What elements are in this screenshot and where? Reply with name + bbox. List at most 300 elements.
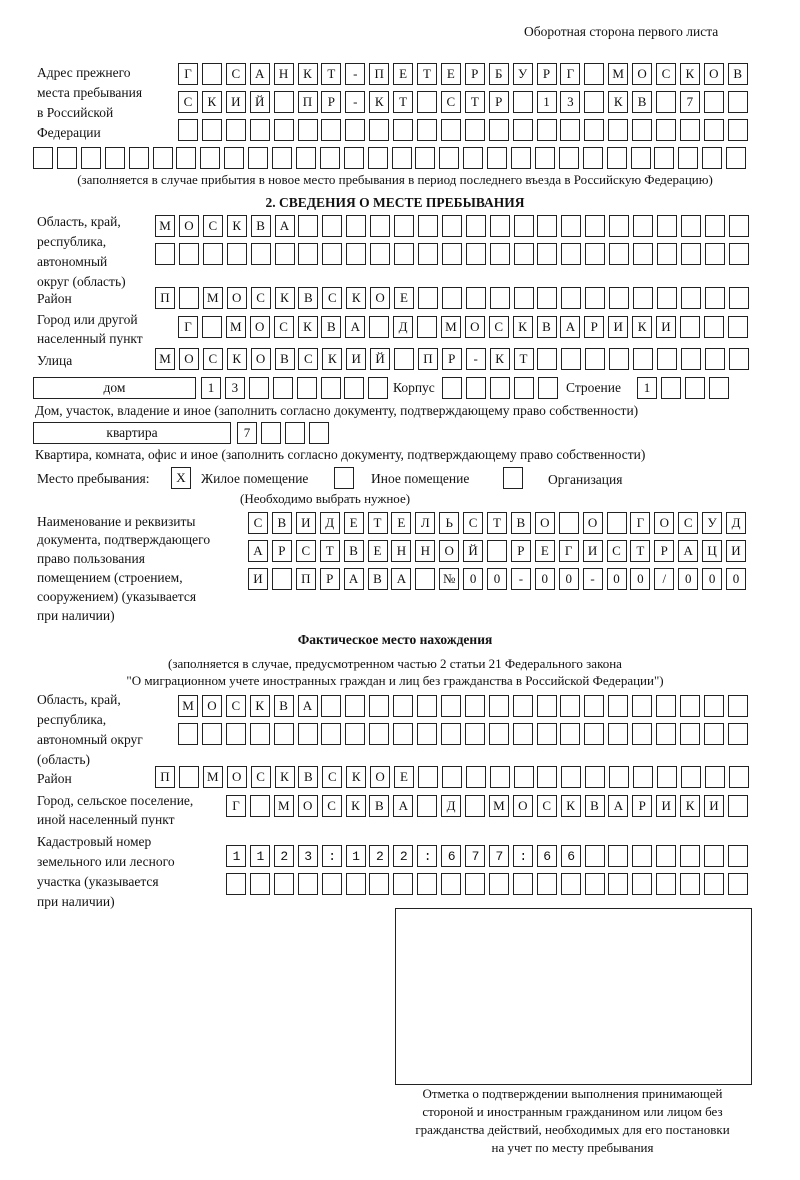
char-box[interactable] [657, 215, 677, 237]
char-box[interactable]: О [439, 540, 459, 562]
char-box[interactable]: 0 [535, 568, 555, 590]
char-box[interactable]: М [226, 316, 246, 338]
char-box[interactable]: Р [272, 540, 292, 562]
char-box[interactable] [490, 377, 510, 399]
char-box[interactable] [709, 377, 729, 399]
char-box[interactable]: С [226, 63, 246, 85]
char-box[interactable]: А [248, 540, 268, 562]
char-box[interactable] [632, 873, 652, 895]
char-box[interactable]: О [513, 795, 533, 817]
char-box[interactable]: К [369, 91, 389, 113]
char-box[interactable]: И [608, 316, 628, 338]
char-box[interactable]: К [298, 63, 318, 85]
char-box[interactable]: Р [654, 540, 674, 562]
char-box[interactable]: А [275, 215, 295, 237]
char-box[interactable]: У [513, 63, 533, 85]
char-box[interactable] [273, 377, 293, 399]
char-box[interactable] [320, 147, 340, 169]
char-box[interactable] [633, 766, 653, 788]
char-box[interactable]: С [678, 512, 698, 534]
char-box[interactable]: - [466, 348, 486, 370]
char-box[interactable] [202, 119, 222, 141]
char-box[interactable] [657, 287, 677, 309]
char-box[interactable]: С [296, 540, 316, 562]
char-box[interactable]: 0 [463, 568, 483, 590]
char-box[interactable] [442, 243, 462, 265]
char-box[interactable] [585, 243, 605, 265]
char-box[interactable] [681, 243, 701, 265]
char-box[interactable]: К [298, 316, 318, 338]
char-box[interactable]: А [560, 316, 580, 338]
char-box[interactable] [729, 766, 749, 788]
char-box[interactable]: С [251, 287, 271, 309]
char-box[interactable] [729, 348, 749, 370]
char-box[interactable]: Р [584, 316, 604, 338]
char-box[interactable]: 1 [537, 91, 557, 113]
char-box[interactable]: О [227, 766, 247, 788]
char-box[interactable]: Т [487, 512, 507, 534]
char-box[interactable] [560, 695, 580, 717]
char-box[interactable]: Й [250, 91, 270, 113]
char-box[interactable]: Н [415, 540, 435, 562]
char-box[interactable] [226, 723, 246, 745]
char-box[interactable] [179, 243, 199, 265]
char-box[interactable] [370, 215, 390, 237]
char-box[interactable]: А [608, 795, 628, 817]
char-box[interactable] [535, 147, 555, 169]
char-box[interactable]: А [344, 568, 364, 590]
char-box[interactable] [466, 377, 486, 399]
char-box[interactable] [537, 695, 557, 717]
char-box[interactable]: 0 [678, 568, 698, 590]
char-box[interactable]: М [489, 795, 509, 817]
char-box[interactable] [561, 348, 581, 370]
char-box[interactable] [346, 215, 366, 237]
char-box[interactable] [538, 377, 558, 399]
char-box[interactable]: В [585, 795, 605, 817]
char-box[interactable] [729, 215, 749, 237]
char-box[interactable]: В [344, 540, 364, 562]
char-box[interactable] [417, 795, 437, 817]
char-box[interactable] [680, 723, 700, 745]
char-box[interactable] [272, 568, 292, 590]
char-box[interactable] [656, 695, 676, 717]
char-box[interactable]: П [298, 91, 318, 113]
char-box[interactable] [250, 795, 270, 817]
char-box[interactable]: А [298, 695, 318, 717]
char-box[interactable]: Р [489, 91, 509, 113]
char-box[interactable]: Н [391, 540, 411, 562]
char-box[interactable]: М [608, 63, 628, 85]
char-box[interactable]: И [346, 348, 366, 370]
char-box[interactable] [226, 119, 246, 141]
char-box[interactable] [704, 845, 724, 867]
char-box[interactable] [608, 695, 628, 717]
char-box[interactable] [368, 147, 388, 169]
char-box[interactable] [369, 723, 389, 745]
char-box[interactable] [681, 348, 701, 370]
char-box[interactable] [729, 287, 749, 309]
char-box[interactable] [285, 422, 305, 444]
char-box[interactable] [585, 873, 605, 895]
char-box[interactable] [607, 147, 627, 169]
char-box[interactable]: П [418, 348, 438, 370]
char-box[interactable] [344, 147, 364, 169]
char-box[interactable]: С [322, 287, 342, 309]
char-box[interactable] [415, 568, 435, 590]
char-box[interactable] [489, 119, 509, 141]
char-box[interactable]: Т [393, 91, 413, 113]
char-box[interactable] [274, 873, 294, 895]
char-box[interactable]: К [227, 215, 247, 237]
char-box[interactable] [442, 377, 462, 399]
char-box[interactable]: О [250, 316, 270, 338]
char-box[interactable] [251, 243, 271, 265]
char-box[interactable]: В [368, 568, 388, 590]
char-box[interactable] [441, 723, 461, 745]
char-box[interactable] [176, 147, 196, 169]
char-box[interactable]: О [179, 348, 199, 370]
char-box[interactable] [490, 243, 510, 265]
char-box[interactable]: С [274, 316, 294, 338]
char-box[interactable] [704, 873, 724, 895]
char-box[interactable] [584, 91, 604, 113]
char-box[interactable] [632, 723, 652, 745]
char-box[interactable] [561, 873, 581, 895]
char-box[interactable]: Т [465, 91, 485, 113]
char-box[interactable]: Б [489, 63, 509, 85]
char-box[interactable] [584, 63, 604, 85]
char-box[interactable]: В [298, 287, 318, 309]
char-box[interactable] [561, 766, 581, 788]
char-box[interactable] [369, 695, 389, 717]
char-box[interactable] [345, 119, 365, 141]
char-box[interactable]: Р [537, 63, 557, 85]
char-box[interactable] [321, 119, 341, 141]
char-box[interactable] [537, 215, 557, 237]
char-box[interactable] [261, 422, 281, 444]
char-box[interactable] [490, 766, 510, 788]
char-box[interactable] [393, 873, 413, 895]
char-box[interactable]: М [155, 215, 175, 237]
char-box[interactable]: С [656, 63, 676, 85]
char-box[interactable] [560, 723, 580, 745]
char-box[interactable] [585, 348, 605, 370]
char-box[interactable] [415, 147, 435, 169]
char-box[interactable]: К [680, 795, 700, 817]
char-box[interactable]: 7 [237, 422, 257, 444]
char-box[interactable] [442, 766, 462, 788]
char-box[interactable]: К [680, 63, 700, 85]
char-box[interactable]: Т [321, 63, 341, 85]
char-box[interactable]: Г [226, 795, 246, 817]
char-box[interactable] [200, 147, 220, 169]
char-box[interactable]: Р [465, 63, 485, 85]
char-box[interactable] [322, 873, 342, 895]
char-box[interactable]: Р [320, 568, 340, 590]
char-box[interactable]: В [274, 695, 294, 717]
char-box[interactable]: 3 [560, 91, 580, 113]
char-box[interactable] [705, 766, 725, 788]
char-box[interactable] [513, 695, 533, 717]
char-box[interactable]: О [465, 316, 485, 338]
char-box[interactable] [296, 147, 316, 169]
char-box[interactable]: В [251, 215, 271, 237]
char-box[interactable] [465, 695, 485, 717]
char-box[interactable] [489, 695, 509, 717]
char-box[interactable] [202, 723, 222, 745]
char-box[interactable] [393, 723, 413, 745]
char-box[interactable] [489, 723, 509, 745]
char-box[interactable]: Д [393, 316, 413, 338]
char-box[interactable]: О [535, 512, 555, 534]
char-box[interactable]: Г [559, 540, 579, 562]
char-box[interactable]: П [296, 568, 316, 590]
char-box[interactable] [537, 348, 557, 370]
char-box[interactable]: И [726, 540, 746, 562]
char-box[interactable] [418, 287, 438, 309]
char-box[interactable]: С [226, 695, 246, 717]
char-box[interactable] [584, 119, 604, 141]
char-box[interactable] [537, 287, 557, 309]
char-box[interactable]: Ц [702, 540, 722, 562]
char-box[interactable] [657, 348, 677, 370]
char-box[interactable] [274, 119, 294, 141]
char-box[interactable] [178, 119, 198, 141]
char-box[interactable]: У [702, 512, 722, 534]
char-box[interactable]: К [490, 348, 510, 370]
char-box[interactable] [272, 147, 292, 169]
char-box[interactable]: В [537, 316, 557, 338]
char-box[interactable] [537, 766, 557, 788]
char-box[interactable] [704, 91, 724, 113]
char-box[interactable] [705, 348, 725, 370]
char-box[interactable] [442, 287, 462, 309]
char-box[interactable] [680, 695, 700, 717]
char-box[interactable]: № [439, 568, 459, 590]
char-box[interactable] [417, 873, 437, 895]
char-box[interactable] [369, 119, 389, 141]
char-box[interactable] [656, 723, 676, 745]
char-box[interactable]: Е [391, 512, 411, 534]
char-box[interactable] [657, 243, 677, 265]
char-box[interactable] [179, 766, 199, 788]
char-box[interactable] [585, 287, 605, 309]
char-box[interactable]: Е [344, 512, 364, 534]
char-box[interactable]: И [656, 316, 676, 338]
char-box[interactable] [393, 695, 413, 717]
char-box[interactable]: - [511, 568, 531, 590]
char-box[interactable]: В [728, 63, 748, 85]
char-box[interactable]: О [370, 766, 390, 788]
char-box[interactable] [609, 215, 629, 237]
char-box[interactable] [585, 215, 605, 237]
char-box[interactable]: П [155, 287, 175, 309]
char-box[interactable] [661, 377, 681, 399]
char-box[interactable]: К [513, 316, 533, 338]
char-box[interactable] [656, 845, 676, 867]
char-box[interactable]: Н [274, 63, 294, 85]
char-box[interactable] [466, 287, 486, 309]
char-box[interactable]: 3 [225, 377, 245, 399]
char-box[interactable]: Т [630, 540, 650, 562]
char-box[interactable]: Л [415, 512, 435, 534]
char-box[interactable]: К [346, 766, 366, 788]
char-box[interactable]: Т [514, 348, 534, 370]
char-box[interactable] [632, 695, 652, 717]
char-box[interactable] [33, 147, 53, 169]
char-box[interactable]: К [275, 766, 295, 788]
char-box[interactable]: К [250, 695, 270, 717]
char-box[interactable]: Е [394, 766, 414, 788]
char-box[interactable] [298, 243, 318, 265]
char-box[interactable] [439, 147, 459, 169]
char-box[interactable]: О [583, 512, 603, 534]
char-box[interactable]: Т [368, 512, 388, 534]
char-box[interactable] [487, 147, 507, 169]
char-box[interactable] [537, 119, 557, 141]
char-box[interactable]: Р [442, 348, 462, 370]
char-box[interactable]: С [489, 316, 509, 338]
char-box[interactable]: 1 [201, 377, 221, 399]
char-box[interactable] [511, 147, 531, 169]
char-box[interactable]: И [226, 91, 246, 113]
char-box[interactable]: О [179, 215, 199, 237]
char-box[interactable] [490, 215, 510, 237]
char-box[interactable]: Е [368, 540, 388, 562]
char-box[interactable]: С [322, 795, 342, 817]
char-box[interactable]: К [322, 348, 342, 370]
char-box[interactable] [680, 873, 700, 895]
char-box[interactable] [466, 766, 486, 788]
char-box[interactable] [298, 873, 318, 895]
char-box[interactable]: М [441, 316, 461, 338]
char-box[interactable] [609, 348, 629, 370]
char-box[interactable] [537, 243, 557, 265]
char-box[interactable] [129, 147, 149, 169]
char-box[interactable]: Е [394, 287, 414, 309]
char-box[interactable] [275, 243, 295, 265]
char-box[interactable] [680, 845, 700, 867]
char-box[interactable] [514, 243, 534, 265]
char-box[interactable]: С [322, 766, 342, 788]
char-box[interactable] [704, 723, 724, 745]
char-box[interactable] [105, 147, 125, 169]
char-box[interactable] [513, 119, 533, 141]
char-box[interactable]: 0 [559, 568, 579, 590]
char-box[interactable] [466, 243, 486, 265]
char-box[interactable]: - [345, 63, 365, 85]
char-box[interactable]: С [607, 540, 627, 562]
char-box[interactable] [224, 147, 244, 169]
char-box[interactable] [728, 316, 748, 338]
char-box[interactable]: К [561, 795, 581, 817]
char-box[interactable] [633, 348, 653, 370]
char-box[interactable]: Е [393, 63, 413, 85]
char-box[interactable]: Т [417, 63, 437, 85]
char-box[interactable] [57, 147, 77, 169]
char-box[interactable]: И [704, 795, 724, 817]
char-box[interactable] [226, 873, 246, 895]
char-box[interactable]: 0 [607, 568, 627, 590]
char-box[interactable] [609, 243, 629, 265]
char-box[interactable] [466, 215, 486, 237]
char-box[interactable] [654, 147, 674, 169]
char-box[interactable] [584, 723, 604, 745]
char-box[interactable] [417, 316, 437, 338]
char-box[interactable]: П [155, 766, 175, 788]
char-box[interactable] [680, 119, 700, 141]
char-box[interactable] [489, 873, 509, 895]
char-box[interactable] [274, 723, 294, 745]
char-box[interactable] [417, 119, 437, 141]
char-box[interactable] [609, 287, 629, 309]
char-box[interactable] [728, 723, 748, 745]
char-box[interactable] [729, 243, 749, 265]
char-box[interactable]: Е [535, 540, 555, 562]
char-box[interactable]: А [391, 568, 411, 590]
char-box[interactable] [394, 215, 414, 237]
char-box[interactable] [155, 243, 175, 265]
char-box[interactable]: Г [560, 63, 580, 85]
char-box[interactable] [514, 377, 534, 399]
char-box[interactable] [632, 845, 652, 867]
char-box[interactable] [685, 377, 705, 399]
char-box[interactable]: И [656, 795, 676, 817]
char-box[interactable] [656, 91, 676, 113]
char-box[interactable] [702, 147, 722, 169]
char-box[interactable]: 0 [487, 568, 507, 590]
char-box[interactable]: В [298, 766, 318, 788]
char-box[interactable]: В [272, 512, 292, 534]
char-box[interactable] [728, 119, 748, 141]
char-box[interactable] [537, 723, 557, 745]
char-box[interactable]: С [441, 91, 461, 113]
char-box[interactable] [561, 287, 581, 309]
char-box[interactable] [633, 215, 653, 237]
char-box[interactable]: О [251, 348, 271, 370]
char-box[interactable] [513, 873, 533, 895]
char-box[interactable] [705, 243, 725, 265]
char-box[interactable]: С [248, 512, 268, 534]
char-box[interactable]: В [321, 316, 341, 338]
char-box[interactable] [309, 422, 329, 444]
char-box[interactable] [203, 243, 223, 265]
char-box[interactable] [418, 766, 438, 788]
char-box[interactable]: В [511, 512, 531, 534]
char-box[interactable]: Р [321, 91, 341, 113]
char-box[interactable] [537, 873, 557, 895]
char-box[interactable]: А [345, 316, 365, 338]
char-box[interactable] [394, 243, 414, 265]
char-box[interactable] [322, 243, 342, 265]
char-box[interactable] [368, 377, 388, 399]
char-box[interactable] [609, 766, 629, 788]
char-box[interactable]: О [654, 512, 674, 534]
char-box[interactable]: К [346, 795, 366, 817]
char-box[interactable] [728, 695, 748, 717]
char-box[interactable]: С [537, 795, 557, 817]
char-box[interactable]: С [203, 348, 223, 370]
char-box[interactable] [607, 512, 627, 534]
char-box[interactable]: Р [632, 795, 652, 817]
char-box[interactable] [608, 873, 628, 895]
char-box[interactable]: / [654, 568, 674, 590]
char-box[interactable] [608, 845, 628, 867]
char-box[interactable] [321, 695, 341, 717]
char-box[interactable]: В [632, 91, 652, 113]
char-box[interactable]: О [632, 63, 652, 85]
